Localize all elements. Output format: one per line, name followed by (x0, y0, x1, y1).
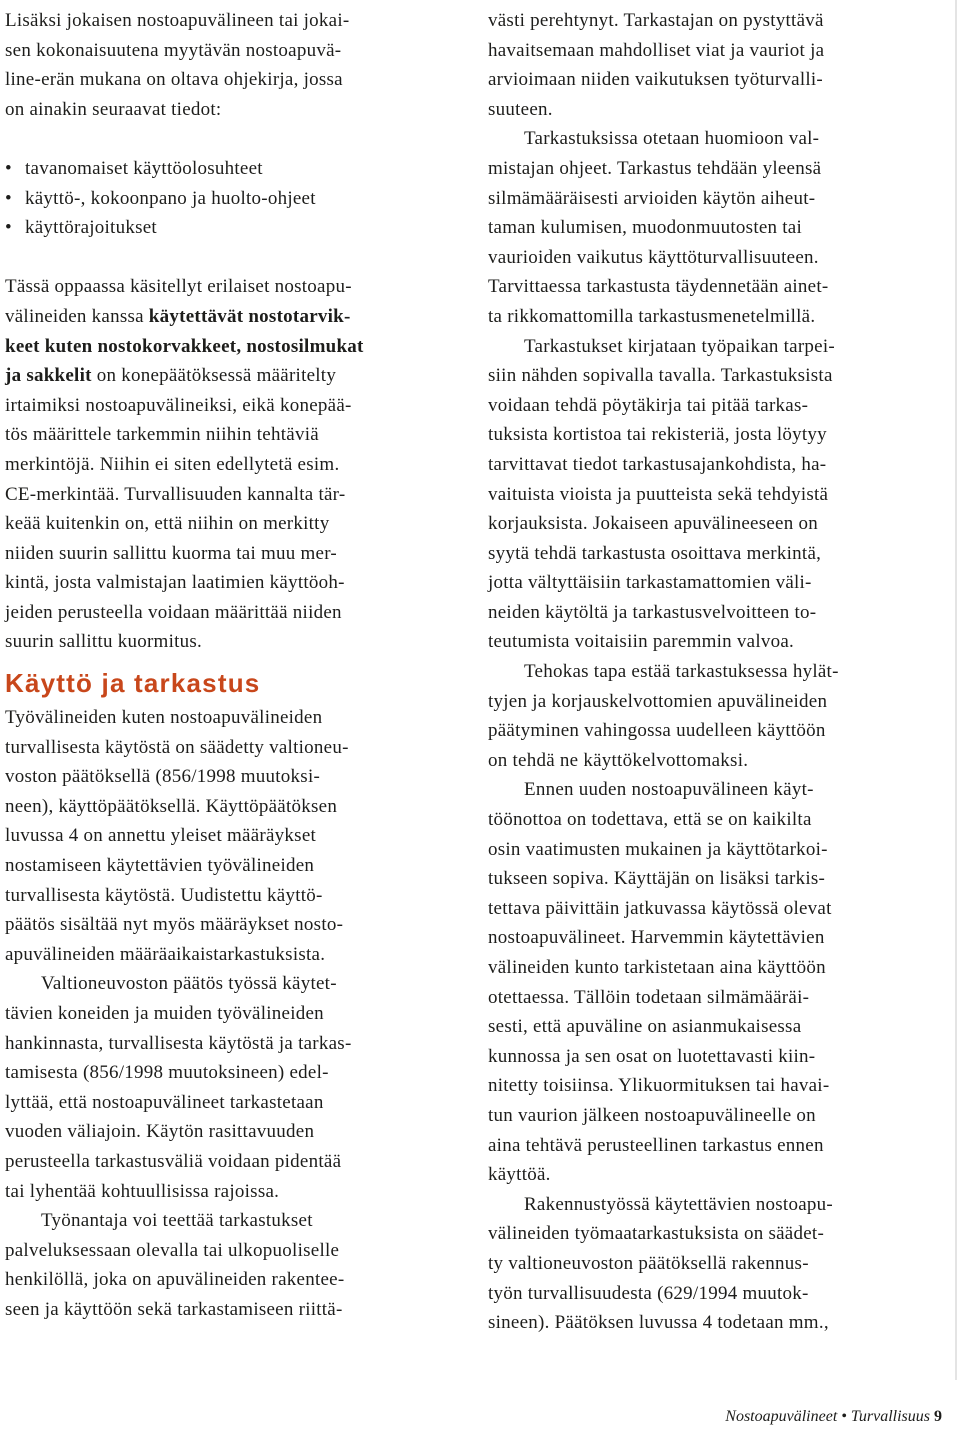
text-line: kintä, josta valmistajan laatimien käyttöoh- (5, 572, 345, 594)
text-line: kunnossa ja sen osat on luotettavasti kiin- (488, 1045, 816, 1067)
text-run: välineiden kanssa (5, 305, 149, 327)
text-line: seen ja käyttöön sekä tarkastamiseen riittä- (5, 1298, 343, 1320)
text-line: Työvälineiden kuten nostoapuvälineiden (5, 707, 323, 729)
text-line: hankinnasta, turvallisesta käytöstä ja tarkas- (5, 1032, 352, 1054)
text-line: on tehdä ne käyttökelvottomaksi. (488, 749, 749, 771)
text-line: suurin sallittu kuormitus. (5, 631, 203, 653)
text-line: korjauksista. Jokaiseen apuvälineeseen on (488, 513, 818, 535)
page-edge-rule (955, 0, 957, 1380)
text-line: osin vaatimusten mukainen ja käyttötarkoi- (488, 838, 828, 860)
text-line: västi perehtynyt. Tarkastajan on pystyttävä (488, 10, 824, 31)
text-line: merkintöjä. Niihin ei siten edellytetä esim. (5, 453, 340, 475)
left-column (5, 6, 453, 1325)
text-line: tun vaurion jälkeen nostoapuvälineelle on (488, 1104, 816, 1126)
commissioning-paragraph (488, 775, 940, 1189)
text-line: siin nähden sopivalla tavalla. Tarkastuksista (488, 365, 833, 387)
text-line: neiden käytöltä ja tarkastusvelvoitteen to- (488, 601, 817, 623)
text-line: Tehokas tapa estää tarkastuksessa hylät- (524, 661, 839, 683)
text-line: turvallisesta käytöstä on säädetty valtioneu- (5, 736, 349, 758)
text-line: ta rikkomattomilla tarkastusmenetelmillä. (488, 305, 816, 327)
bullet-item: • tavanomaiset käyttöolosuhteet (5, 154, 453, 184)
text-line: jotta vältyttäisiin tarkastamattomien väli- (488, 572, 812, 594)
text-line: CE-merkintää. Turvallisuuden kannalta tär- (5, 483, 346, 505)
text-line: luvussa 4 on annettu yleiset määräykset (5, 825, 317, 847)
text-line: päätyminen vahingossa uudelleen käyttöön (488, 720, 826, 742)
text-line: vaurioiden vaikutus käyttöturvallisuuteen. (488, 246, 819, 268)
text-line: töönottoa on todettava, että se on kaikilta (488, 809, 812, 831)
text-line: tettava päivittäin jatkuvassa käytössä olevat (488, 897, 832, 919)
text-line: havaitsemaan mahdolliset viat ja vauriot ja (488, 39, 825, 61)
text-line: sineen). Päätöksen luvussa 4 todetaan mm., (488, 1312, 829, 1334)
footer-title: Nostoapuvälineet • Turvallisuus (725, 1408, 930, 1425)
text-line: on ainakin seuraavat tiedot: (5, 98, 222, 120)
bullet-item: • käyttörajoitukset (5, 213, 453, 243)
text-line: tävien koneiden ja muiden työvälineiden (5, 1003, 324, 1024)
inspector-paragraph (488, 6, 940, 124)
text-line (5, 361, 453, 391)
text-line: palveluksessaan olevalla tai ulkopuoliselle (5, 1239, 340, 1261)
text-line: line-erän mukana on oltava ohjekirja, jossa (5, 69, 343, 91)
bullet-list (5, 154, 453, 243)
inspection-interval-paragraph (5, 969, 453, 1206)
text-line: voidaan tehdä pöytäkirja tai pitää tarkas- (488, 394, 809, 416)
text-line: arvioimaan niiden vaikutuksen työturvalli- (488, 69, 824, 91)
text-line: Valtioneuvoston päätös työssä käytet- (41, 973, 337, 995)
text-line: vuoden väliajoin. Käytön rasittavuuden (5, 1121, 315, 1143)
intro-paragraph (5, 6, 453, 124)
text-line: Rakennustyössä käytettävien nostoapu- (524, 1193, 833, 1215)
text-line: irtaimiksi nostoapuvälineiksi, eikä konepää- (5, 394, 352, 416)
text-line: tuksista kortistoa tai rekisteriä, josta löytyy (488, 424, 827, 446)
text-line (5, 302, 453, 332)
text-line: apuvälineiden määräaikaistarkastuksista. (5, 943, 326, 965)
text-line: Tarkastukset kirjataan työpaikan tarpei- (524, 335, 835, 357)
text-line: nitetty toisiinsa. Ylikuormituksen tai havai- (488, 1075, 830, 1097)
text-line: Työnantaja voi teettää tarkastukset (41, 1210, 313, 1232)
text-line: Tässä oppaassa käsitellyt erilaiset nostoapu- (5, 276, 352, 298)
text-line: käyttöä. (488, 1164, 551, 1186)
text-line: aina tehtävä perusteellinen tarkastus ennen (488, 1134, 824, 1156)
text-line: otettaessa. Tällöin todetaan silmämääräi- (488, 986, 810, 1008)
text-line: sesti, että apuväline on asianmukaisessa (488, 1016, 802, 1038)
text-line: Ennen uuden nostoapuvälineen käyt- (524, 779, 814, 801)
text-line: Tarkastuksissa otetaan huomioon val- (524, 128, 820, 150)
text-line: syytä tehdä tarkastusta osoittava merkintä, (488, 542, 822, 564)
text-line: työn turvallisuudesta (629/1994 muutok- (488, 1282, 809, 1304)
text-line: teutumista voitaisiin paremmin valvoa. (488, 631, 795, 653)
text-line: jeiden perusteella voidaan määrittää niiden (5, 601, 342, 623)
paragraph-gap (5, 124, 453, 154)
records-paragraph (488, 332, 940, 658)
text-line: tukseen sopiva. Käyttäjän on lisäksi tarkis- (488, 868, 826, 890)
construction-site-paragraph (488, 1190, 940, 1338)
text-line: voston päätöksellä (856/1998 muutoksi- (5, 766, 321, 788)
text-line: lyttää, että nostoapuvälineet tarkastetaan (5, 1091, 324, 1113)
text-line: tamisesta (856/1998 muutoksineen) edel- (5, 1062, 329, 1084)
text-line: tös määrittele tarkemmin niihin tehtäviä (5, 424, 319, 446)
scope-paragraph (5, 272, 453, 657)
section-heading: Käyttö ja tarkastus (5, 668, 261, 699)
text-line (5, 332, 453, 362)
text-line: suuteen. (488, 98, 553, 120)
running-footer (725, 1408, 942, 1426)
bullet-item: • käyttö-, kokoonpano ja huolto-ohjeet (5, 184, 453, 214)
text-line: päätös sisältää nyt myös määräykset nosto- (5, 914, 344, 936)
page-number: 9 (934, 1408, 942, 1425)
inspection-method-paragraph (488, 124, 940, 331)
bold-text-run: keet kuten nostokorvakkeet, nostosilmukat (5, 335, 364, 357)
bold-text-run: käytettävät nostotarvik- (148, 305, 351, 327)
text-line: mistajan ohjeet. Tarkastus tehdään yleensä (488, 157, 822, 179)
text-line: nostoapuvälineet. Harvemmin käytettävien (488, 927, 825, 949)
text-line: tai lyhentää kohtuullisissa rajoissa. (5, 1180, 280, 1202)
regulation-paragraph (5, 703, 453, 969)
text-line: turvallisesta käytöstä. Uudistettu käyttö- (5, 884, 323, 906)
text-line: sen kokonaisuutena myytävän nostoapuvä- (5, 39, 342, 61)
text-line: Lisäksi jokaisen nostoapuvälineen tai jokai- (5, 10, 350, 31)
text-line: tarvittavat tiedot tarkastusajankohdista, ha- (488, 453, 827, 475)
rejected-equipment-paragraph (488, 657, 940, 775)
text-line: keää kuitenkin on, että niihin on merkitty (5, 513, 330, 535)
text-line: välineiden kunto tarkistetaan aina käyttöön (488, 957, 826, 978)
text-line: nostamiseen käytettävien työvälineiden (5, 855, 315, 877)
text-line: silmämääräisesti arvioiden käytön aiheut- (488, 187, 816, 209)
right-column (488, 6, 940, 1338)
text-line: perusteella tarkastusväliä voidaan pidentää (5, 1150, 342, 1172)
text-line: Tarvittaessa tarkastusta täydennetään ainet- (488, 276, 829, 298)
text-line: välineiden työmaatarkastuksista on säädet- (488, 1223, 825, 1245)
text-run: on konepäätöksessä määritelty (91, 365, 337, 387)
paragraph-gap (5, 243, 453, 273)
text-line: neen), käyttöpäätöksellä. Käyttöpäätöksen (5, 795, 338, 817)
text-line: tyjen ja korjauskelvottomien apuvälineiden (488, 690, 828, 712)
bold-text-run: ja sakkelit (5, 365, 92, 387)
text-line: niiden suurin sallittu kuorma tai muu mer- (5, 542, 338, 564)
text-line: ty valtioneuvoston päätöksellä rakennus- (488, 1252, 809, 1274)
text-line: henkilöllä, joka on apuvälineiden rakentee- (5, 1269, 345, 1291)
text-line: taman kulumisen, muodonmuutosten tai (488, 217, 803, 239)
employer-paragraph (5, 1206, 453, 1324)
text-line: vaituista vioista ja puutteista sekä tehdyistä (488, 483, 829, 505)
